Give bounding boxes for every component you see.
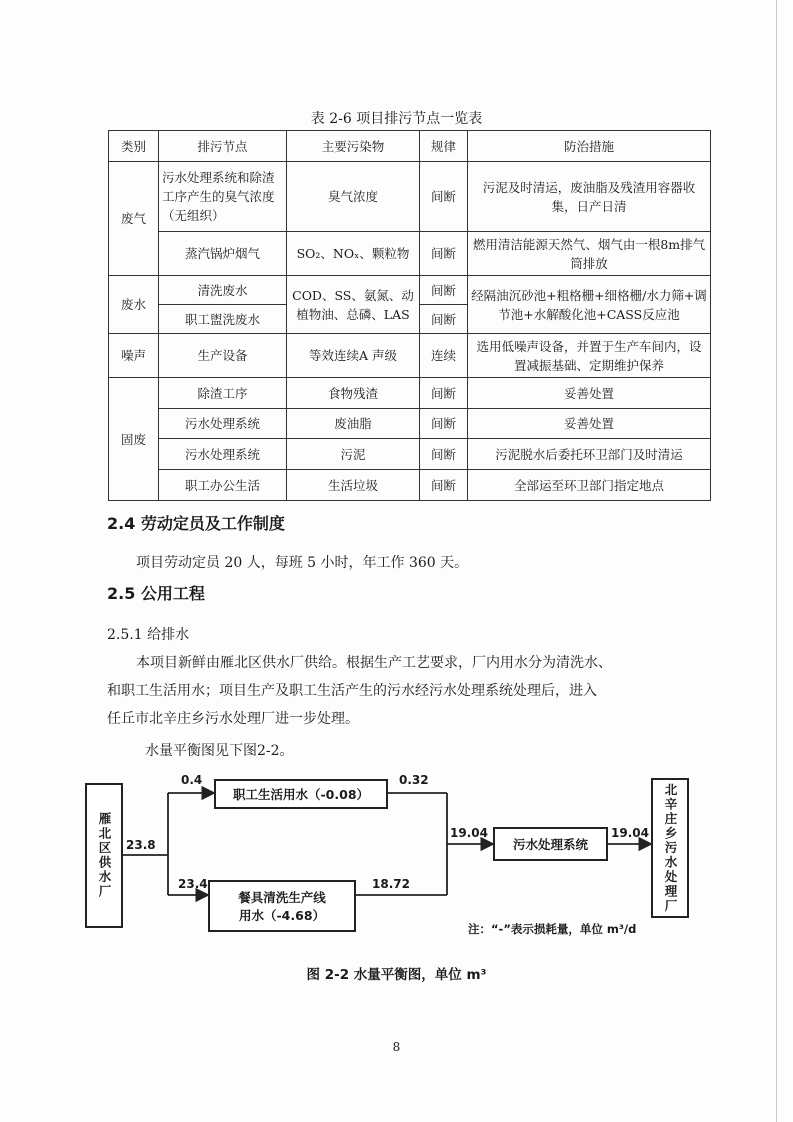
pattern-cell: 间断: [420, 162, 468, 232]
pattern-cell: 间断: [420, 409, 468, 439]
category-cell: 废气: [109, 162, 159, 276]
wash-water-label-line2: 用水（-4.68）: [238, 908, 326, 923]
node-cell: 除渣工序: [159, 378, 287, 409]
category-cell: 固废: [109, 378, 159, 501]
heading-2-5-1: 2.5.1 给排水: [107, 627, 190, 643]
measure-cell: 燃用清洁能源天然气、烟气由一根8m排气筒排放: [468, 232, 711, 276]
node-cell: 生产设备: [159, 334, 287, 378]
measure-cell: 污泥及时清运，废油脂及残渣用容器收集，日产日清: [468, 162, 711, 232]
flow-wash-in-label: 23.4: [178, 877, 208, 891]
node-cell: 清洗废水: [159, 276, 287, 305]
pollutant-cell: 等效连续A 声级: [287, 334, 420, 378]
node-cell: 污水处理系统: [159, 409, 287, 439]
paragraph-water-line3: 任丘市北辛庄乡污水处理厂进一步处理。: [107, 711, 359, 727]
heading-2-5: 2.5 公用工程: [107, 584, 205, 603]
header-measure: 防治措施: [468, 131, 711, 162]
staff-water-box: 职工生活用水（-0.08）: [214, 779, 388, 809]
header-node: 排污节点: [159, 131, 287, 162]
flow-staff-out-label: 0.32: [399, 773, 429, 787]
flow-staff-in-label: 0.4: [181, 773, 203, 787]
pattern-cell: 间断: [420, 276, 468, 305]
category-cell: 废水: [109, 276, 159, 334]
header-category: 类别: [109, 131, 159, 162]
pollutant-cell: 臭气浓度: [287, 162, 420, 232]
pollutant-cell: SO₂、NOₓ、颗粒物: [287, 232, 420, 276]
pattern-cell: 间断: [420, 439, 468, 470]
measure-cell: 污泥脱水后委托环卫部门及时清运: [468, 439, 711, 470]
node-cell: 污水处理系统和除渣工序产生的臭气浓度（无组织）: [159, 162, 287, 232]
pattern-cell: 间断: [420, 232, 468, 276]
paragraph-staffing: 项目劳动定员 20 人，每班 5 小时，年工作 360 天。: [136, 555, 469, 571]
flow-out-label: 19.04: [611, 826, 649, 840]
pollutant-cell: 生活垃圾: [287, 470, 420, 501]
measure-cell: 全部运至环卫部门指定地点: [468, 470, 711, 501]
measure-cell: 选用低噪声设备，并置于生产车间内，设置减振基础、定期维护保养: [468, 334, 711, 378]
category-cell: 噪声: [109, 334, 159, 378]
pattern-cell: 连续: [420, 334, 468, 378]
measure-cell: 妥善处置: [468, 378, 711, 409]
wash-water-box: [208, 880, 356, 932]
source-box: 雁北区供水厂: [85, 783, 123, 928]
flow-to-treatment-label: 19.04: [450, 826, 488, 840]
node-cell: 蒸汽锅炉烟气: [159, 232, 287, 276]
node-cell: 职工办公生活: [159, 470, 287, 501]
table-caption: 表 2-6 项目排污节点一览表: [310, 111, 483, 127]
pollutant-cell: 污泥: [287, 439, 420, 470]
measure-cell: 经隔油沉砂池+粗格栅+细格栅/水力筛+调节池+水解酸化池+CASS反应池: [468, 276, 711, 334]
flow-wash-out-label: 18.72: [372, 877, 410, 891]
heading-2-4: 2.4 劳动定员及工作制度: [107, 514, 285, 533]
pattern-cell: 间断: [420, 470, 468, 501]
treatment-box: 污水处理系统: [493, 827, 608, 861]
pattern-cell: 间断: [420, 305, 468, 334]
figure-caption: 图 2-2 水量平衡图，单位 m³: [306, 967, 487, 983]
paragraph-figure-ref: 水量平衡图见下图2-2。: [145, 743, 294, 759]
header-pattern: 规律: [420, 131, 468, 162]
measure-cell: 妥善处置: [468, 409, 711, 439]
header-pollutant: 主要污染物: [287, 131, 420, 162]
pattern-cell: 间断: [420, 378, 468, 409]
pollutant-cell: 食物残渣: [287, 378, 420, 409]
wash-water-label-line1: 餐具清洗生产线: [238, 890, 326, 905]
paragraph-water-line1: 本项目新鲜由雁北区供水厂供给。根据生产工艺要求，厂内用水分为清洗水、: [136, 655, 612, 671]
paragraph-water-line2: 和职工生活用水；项目生产及职工生活产生的污水经污水处理系统处理后，进入: [107, 683, 597, 699]
node-cell: 污水处理系统: [159, 439, 287, 470]
pollutant-cell: 废油脂: [287, 409, 420, 439]
diagram-note: 注：“-”表示损耗量，单位 m³/d: [468, 922, 637, 936]
flow-total-label: 23.8: [126, 838, 156, 852]
page-number: 8: [392, 1040, 401, 1054]
dest-box: 北辛庄乡污水处理厂: [651, 778, 689, 918]
node-cell: 职工盥洗废水: [159, 305, 287, 334]
pollutant-cell: COD、SS、氨氮、动植物油、总磷、LAS: [287, 276, 420, 334]
